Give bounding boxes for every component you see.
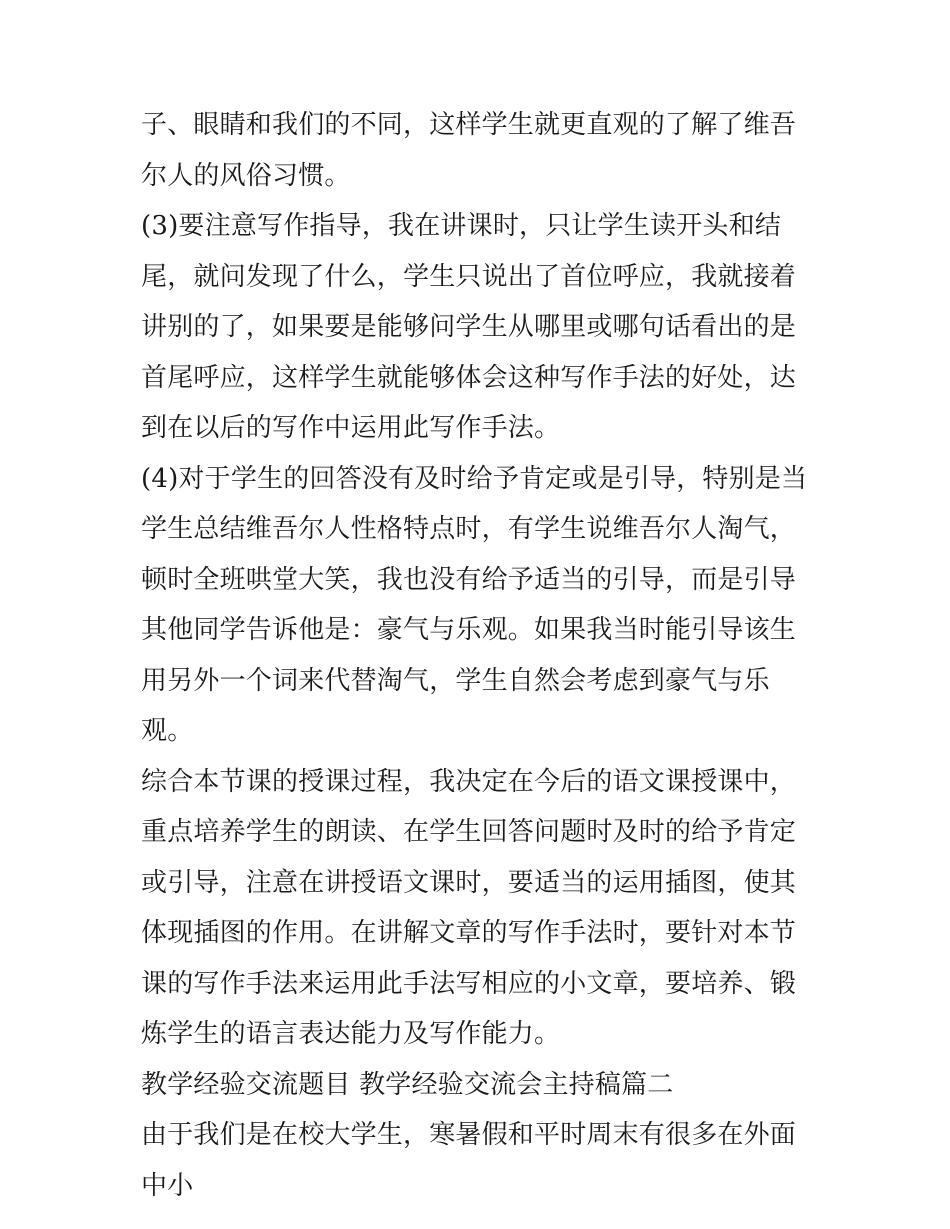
paragraph-point-3-writing-guidance: (3)要注意写作指导，我在讲课时，只让学生读开头和结尾，就问发现了什么，学生只说出了首位呼应，我就接着讲别的了，如果要是能够问学生从哪里或哪句话看出的是首尾呼应，这样学生就能够体会这种写作手法的好处，达到在以后的写作中运用此写作手法。 [141, 211, 797, 443]
paragraph-section-two-intro: 由于我们是在校大学生，寒暑假和平时周末有很多在外面中小 [141, 1120, 797, 1201]
paragraph-customs-continuation: 子、眼睛和我们的不同，这样学生就更直观的了解了维吾尔人的风俗习惯。 [141, 110, 797, 191]
paragraph-point-4-feedback: (4)对于学生的回答没有及时给予肯定或是引导，特别是当学生总结维吾尔人性格特点时，有学生说维吾尔人淘气，顿时全班哄堂大笑，我也没有给予适当的引导，而是引导其他同学告诉他是：豪气与乐观。如果我当时能引导该生用另外一个词来代替淘气，学生自然会考虑到豪气与乐观。 [141, 463, 808, 746]
document-body [141, 100, 821, 1211]
section-heading: 教学经验交流题目 教学经验交流会主持稿篇二 [141, 1069, 674, 1100]
paragraph-summary: 综合本节课的授课过程，我决定在今后的语文课授课中，重点培养学生的朗读、在学生回答问题时及时的给予肯定或引导，注意在讲授语文课时，要适当的运用插图，使其体现插图的作用。在讲解文章的写作手法时，要针对本节课的写作手法来运用此手法写相应的小文章，要培养、锻炼学生的语言表达能力及写作能力。 [141, 766, 797, 1049]
